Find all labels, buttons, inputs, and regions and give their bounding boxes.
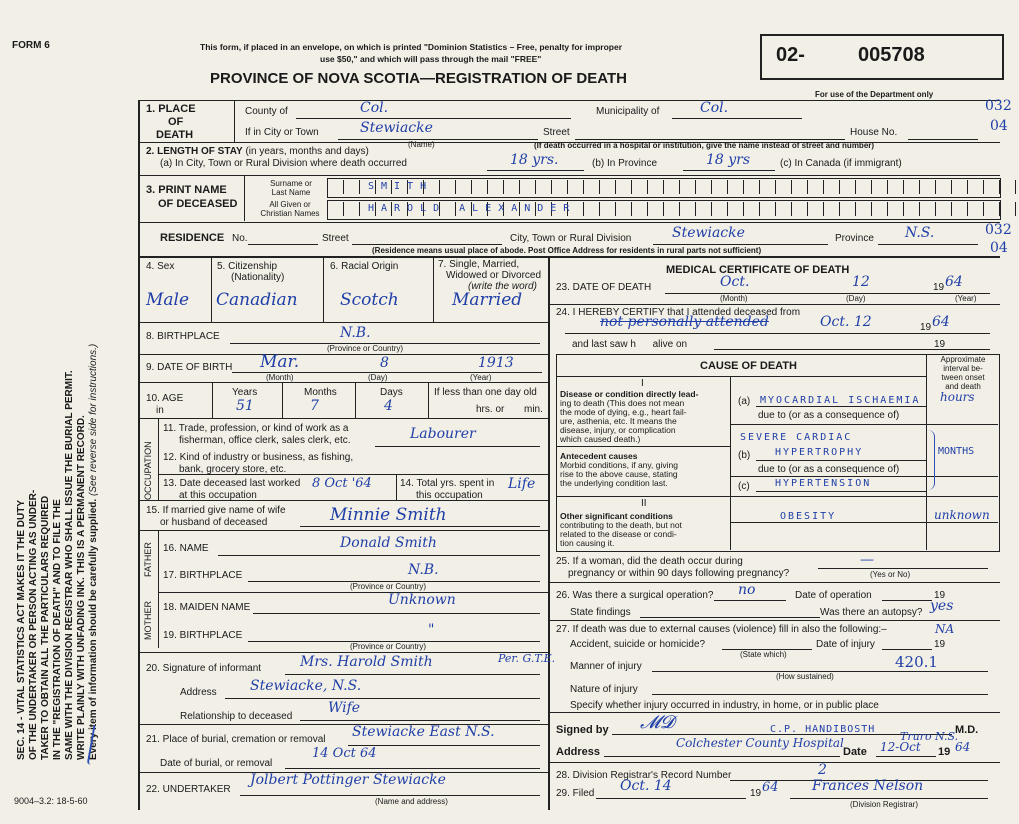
cause-b-label: (b) xyxy=(738,450,751,461)
truro-value: Truro N.S. xyxy=(900,730,959,743)
divider xyxy=(138,322,548,323)
occ-14-value: Life xyxy=(508,476,536,492)
residence-province-label: Province xyxy=(835,233,874,244)
surgery-value: no xyxy=(738,582,756,598)
father-name-line xyxy=(218,555,540,556)
relationship-value: Wife xyxy=(328,700,361,716)
county-line xyxy=(296,118,571,119)
min-label: min. xyxy=(524,404,543,415)
months-label: Months xyxy=(304,387,337,398)
operation-year: 19 xyxy=(934,590,946,601)
citizenship-label: 5. Citizenship (Nationality) xyxy=(217,261,285,283)
mail-notice-2: use $50," and which will pass through the mail "FREE" xyxy=(320,54,542,64)
mother-maiden-line xyxy=(253,613,540,614)
undertaker-hint: (Name and address) xyxy=(375,797,448,806)
mother-label: MOTHER xyxy=(143,601,153,640)
autopsy-value: yes xyxy=(930,598,954,614)
registrar-hint: (Division Registrar) xyxy=(850,800,919,809)
years-label: Years xyxy=(232,387,258,398)
code-04-top: 04 xyxy=(990,118,1008,134)
cause-a-label: (a) xyxy=(738,396,751,407)
cause-c-label: (c) xyxy=(738,481,750,492)
pregnancy-line xyxy=(818,568,988,569)
cause-b-line xyxy=(756,460,926,461)
section-ii-label: II xyxy=(641,498,647,509)
place-of-death-label: 1. PLACE OF DEATH xyxy=(146,103,196,141)
informant-label: 20. Signature of informant xyxy=(146,663,262,674)
stay-b-line xyxy=(683,170,775,171)
external-causes-label: 27. If death was due to external causes (violence) fill in also the following:– xyxy=(556,624,887,635)
form-code: 9004–3.2: 18-5-60 xyxy=(14,796,88,806)
last-saw-year: 19 xyxy=(934,339,946,350)
cause-a-line xyxy=(756,406,926,407)
municipality-line xyxy=(672,118,802,119)
month-hint: (Month) xyxy=(266,373,294,382)
undertaker-line xyxy=(240,795,540,796)
residence-city-line xyxy=(653,244,828,245)
informant-value: Mrs. Harold Smith xyxy=(300,654,433,670)
cause-b-interval: MONTHS xyxy=(938,446,975,457)
stay-a-line xyxy=(487,170,584,171)
divider xyxy=(138,418,548,419)
birthplace-label: 8. BIRTHPLACE xyxy=(146,331,220,342)
marital-label: 7. Single, Married, Widowed or Divorced (write the word) xyxy=(438,259,542,292)
specify-label: Specify whether injury occurred in industry, in home, or in public place xyxy=(570,700,879,711)
due-to-a: due to (or as a consequence of) xyxy=(758,410,900,421)
house-line xyxy=(908,139,978,140)
age-years-value: 51 xyxy=(236,398,254,414)
signature-scribble: 𝓜𝓓 xyxy=(640,712,674,733)
stay-b-label: (b) In Province xyxy=(592,158,658,169)
md-label: M.D. xyxy=(955,724,979,736)
sec14-line-4: IN THE "REGISTRATION OF DEATH" AND TO FILE THE xyxy=(52,499,63,760)
divider xyxy=(548,620,1000,621)
sec14-line-5: SAME WITH THE DIVISION REGISTRAR WHO SHALL ISSUE THE BURIAL PERMIT. xyxy=(64,370,75,760)
hospital-note: (If death occurred in a hospital or institution, give the name instead of street and number) xyxy=(534,141,875,150)
date-label: Date xyxy=(843,746,867,758)
address-label: Address xyxy=(556,746,601,758)
name-hint: (Name) xyxy=(408,140,435,149)
other-condition-value: OBESITY xyxy=(780,511,837,522)
father-prov-hint: (Province or Country) xyxy=(350,582,427,591)
other-condition-interval: unknown xyxy=(934,508,990,522)
death-year-hint: (Year) xyxy=(955,294,977,303)
cause-title: CAUSE OF DEATH xyxy=(700,360,797,372)
findings-label: State findings xyxy=(570,607,631,618)
injury-date-label: Date of injury xyxy=(816,639,875,650)
informant-address-value: Stewiacke, N.S. xyxy=(250,678,362,694)
divider xyxy=(730,476,998,477)
residence-no-line xyxy=(248,244,318,245)
certify-label: 24. I HEREBY CERTIFY that I attended deceased from xyxy=(556,307,801,318)
disease-description: Disease or condition directly lead- ing to death (This does not mean the mode of dying, e.g., heart fail- ure, asthenia, etc. It means the disease, injury, or complication which caused death.) xyxy=(560,389,699,444)
main-frame-left xyxy=(138,100,140,810)
divider xyxy=(234,100,235,142)
cause-divider xyxy=(730,376,731,550)
relationship-line xyxy=(300,720,540,721)
divider xyxy=(158,592,548,593)
burial-date-value: 14 Oct 64 xyxy=(312,746,377,761)
operation-date-label: Date of operation xyxy=(795,590,872,601)
spouse-value: Minnie Smith xyxy=(330,505,447,525)
given-names-label: All Given or Christian Names xyxy=(260,200,320,218)
street-line xyxy=(575,139,845,140)
mail-notice-1: This form, if placed in an envelope, on which is printed "Dominion Statistics – Free, penalty for improper xyxy=(200,42,623,52)
divider xyxy=(730,424,998,425)
divider xyxy=(556,376,926,377)
attended-year-value: 64 xyxy=(932,314,950,330)
occ-11-line xyxy=(375,446,540,447)
divider xyxy=(548,582,1000,583)
sec14-line-6: WRITE PLAINLY WITH UNFADING INK. THIS IS A PERMANENT RECORD. xyxy=(76,415,87,760)
residence-label: RESIDENCE xyxy=(160,232,225,244)
sidebar-instructions xyxy=(16,40,100,760)
divider xyxy=(138,652,548,653)
street-label: Street xyxy=(543,127,570,138)
code-032-top: 032 xyxy=(985,98,1012,114)
divider xyxy=(548,762,1000,763)
informant-stamp: Per. G.T.E. xyxy=(498,652,556,665)
sec14-line-1: SEC. 14 - VITAL STATISTICS ACT MAKES IT THE DUTY xyxy=(16,499,27,760)
filed-year-prefix: 19 xyxy=(750,788,762,799)
code-04-residence: 04 xyxy=(990,240,1008,256)
residence-province-line xyxy=(878,244,978,245)
divider xyxy=(212,382,213,418)
city-town-label: If in City or Town xyxy=(245,127,319,138)
pregnancy-label: 25. If a woman, did the death occur during pregnancy or within 90 days following pregnancy? xyxy=(556,556,790,579)
age-label: 10. AGE in xyxy=(146,393,184,416)
residence-city-label: City, Town or Rural Division xyxy=(510,233,632,244)
section-i-label: I xyxy=(641,378,644,389)
date-year-value: 64 xyxy=(955,740,971,754)
age-months-value: 7 xyxy=(310,398,319,414)
registration-number: 005708 xyxy=(858,44,925,66)
date-value: 12-Oct xyxy=(880,740,921,754)
interval-divider xyxy=(926,354,927,550)
date-of-death-label: 23. DATE OF DEATH xyxy=(556,282,652,293)
attended-year-prefix: 19 xyxy=(920,322,932,333)
column-divider xyxy=(548,256,550,810)
birthplace-value: N.B. xyxy=(340,325,371,341)
divider xyxy=(355,382,356,418)
yes-no-hint: (Yes or No) xyxy=(870,570,911,579)
divider xyxy=(428,382,429,418)
sex-label: 4. Sex xyxy=(146,261,175,272)
filed-year-value: 64 xyxy=(762,780,779,795)
residence-street-line xyxy=(352,244,502,245)
spouse-label: 15. If married give name of wife or husband of deceased xyxy=(146,505,286,528)
code-032-residence: 032 xyxy=(985,222,1012,238)
divider xyxy=(158,530,159,648)
accident-label: Accident, suicide or homicide? xyxy=(570,639,706,650)
undertaker-label: 22. UNDERTAKER xyxy=(146,784,231,795)
last-saw-line xyxy=(714,349,990,350)
filed-value: Oct. 14 xyxy=(620,778,672,794)
informant-line xyxy=(285,674,540,675)
occ-13-value: 8 Oct '64 xyxy=(312,476,372,491)
death-day-value: 12 xyxy=(852,274,870,290)
address-line xyxy=(604,756,840,757)
days-label: Days xyxy=(380,387,403,398)
cause-b-value: HYPERTROPHY xyxy=(775,447,864,458)
state-which-hint: (State which) xyxy=(740,650,787,659)
form-number: FORM 6 xyxy=(12,40,50,51)
municipality-value: Col. xyxy=(700,100,729,116)
occ-11-value: Labourer xyxy=(410,426,476,442)
residence-note: (Residence means usual place of abode. Post Office Address for residents in rural parts not sufficient) xyxy=(372,246,762,255)
year-hint: (Year) xyxy=(470,373,492,382)
external-causes-value: NA xyxy=(935,622,955,636)
father-birthplace-label: 17. BIRTHPLACE xyxy=(163,570,243,581)
signed-by-value: C.P. HANDIBOSTH xyxy=(770,724,876,735)
surgery-line xyxy=(714,600,786,601)
undertaker-value: Jolbert Pottinger Stewiacke xyxy=(250,772,446,788)
surgery-label: 26. Was there a surgical operation? xyxy=(556,590,714,601)
age-days-value: 4 xyxy=(384,398,393,414)
mother-maiden-label: 18. MAIDEN NAME xyxy=(163,602,251,613)
dob-label: 9. DATE OF BIRTH xyxy=(146,362,233,373)
form-title: PROVINCE OF NOVA SCOTIA—REGISTRATION OF DEATH xyxy=(210,70,627,87)
date-line xyxy=(876,756,936,757)
province-country-hint: (Province or Country) xyxy=(327,344,404,353)
findings-line xyxy=(640,617,820,618)
less-than-day-label: If less than one day old xyxy=(434,387,537,398)
divider xyxy=(138,256,1000,258)
divider xyxy=(323,256,324,322)
divider xyxy=(138,530,548,531)
divider xyxy=(138,175,1000,176)
sex-value: Male xyxy=(146,290,190,310)
father-name-label: 16. NAME xyxy=(163,543,209,554)
certify-line xyxy=(565,333,990,334)
residence-street-label: Street xyxy=(322,233,349,244)
father-name-value: Donald Smith xyxy=(340,535,437,551)
print-name-label: 3. PRINT NAME OF DECEASED xyxy=(146,184,238,210)
municipality-label: Municipality of xyxy=(596,106,660,117)
stay-a-value: 18 yrs. xyxy=(510,152,559,168)
surname-value: SMITH xyxy=(368,181,434,192)
occ-14-label: 14. Total yrs. spent in this occupation xyxy=(400,478,495,501)
date-of-death-line xyxy=(665,293,990,294)
county-label: County of xyxy=(245,106,288,117)
interval-brace xyxy=(928,430,935,490)
medical-title: MEDICAL CERTIFICATE OF DEATH xyxy=(666,264,850,276)
burial-place-label: 21. Place of burial, cremation or removal xyxy=(146,734,326,745)
death-day-hint: (Day) xyxy=(846,294,866,303)
citizenship-value: Canadian xyxy=(216,290,298,310)
divider xyxy=(396,474,397,500)
given-names-value: HAROLD ALEXANDER xyxy=(368,203,577,214)
every-item-note: Every item of information should be carefully supplied. (See reverse side for instructions.) xyxy=(88,343,99,760)
divider xyxy=(138,222,1000,223)
filed-label: 29. Filed xyxy=(556,788,595,799)
stay-a-label: (a) In City, Town or Rural Division where death occurred xyxy=(160,158,407,169)
burial-date-label: Date of burial, or removal xyxy=(160,758,273,769)
relationship-label: Relationship to deceased xyxy=(180,711,293,722)
how-sustained-hint: (How sustained) xyxy=(776,672,834,681)
interval-label: Approximate interval be- tween onset and death xyxy=(940,355,986,391)
mother-birthplace-value: " xyxy=(428,622,435,638)
informant-address-line xyxy=(225,698,540,699)
hrs-label: hrs. or xyxy=(476,404,505,415)
burial-place-line xyxy=(348,745,540,746)
death-year-value: 64 xyxy=(945,274,963,290)
registrar-line xyxy=(790,798,988,799)
manner-label: Manner of injury xyxy=(570,661,642,672)
divider xyxy=(433,256,434,322)
length-of-stay-label: 2. LENGTH OF STAY (in years, months and days) xyxy=(146,146,369,157)
frame-top xyxy=(138,100,1000,101)
injury-year: 19 xyxy=(934,639,946,650)
dob-day-value: 8 xyxy=(380,355,389,371)
address-value: Colchester County Hospital xyxy=(676,736,844,750)
racial-origin-label: 6. Racial Origin xyxy=(330,261,399,272)
marital-value: Married xyxy=(452,290,523,310)
last-saw-label: and last saw h alive on xyxy=(572,339,688,350)
cause-a-value: MYOCARDIAL ISCHAEMIA xyxy=(760,395,921,406)
sec14-line-3: TAKER TO OBTAIN ALL THE PARTICULARS REQUIRED xyxy=(40,495,51,760)
father-birthplace-value: N.B. xyxy=(408,562,439,578)
stay-c-label: (c) In Canada (if immigrant) xyxy=(780,158,902,169)
residence-no-label: No. xyxy=(232,233,248,244)
divider xyxy=(548,304,1000,305)
nature-label: Nature of injury xyxy=(570,684,638,695)
cause-c-value: HYPERTENSION xyxy=(775,478,872,489)
registration-number-box xyxy=(760,34,1004,80)
code-value: 420.1 xyxy=(895,653,938,671)
sec14-line-2: OF THE UNDERTAKER OR PERSON ACTING AS UNDER- xyxy=(28,489,39,760)
mother-prov-hint: (Province or Country) xyxy=(350,642,427,651)
due-to-b: due to (or as a consequence of) xyxy=(758,464,900,475)
cause-a-interval: hours xyxy=(940,390,975,404)
dob-month-value: Mar. xyxy=(260,352,300,372)
divider xyxy=(556,496,998,497)
record-number-value: 2 xyxy=(818,762,827,778)
mother-birthplace-label: 19. BIRTHPLACE xyxy=(163,630,243,641)
divider xyxy=(211,256,212,322)
divider xyxy=(158,418,159,500)
dob-year-value: 1913 xyxy=(478,355,514,371)
attended-date: Oct. 12 xyxy=(820,314,872,330)
divider xyxy=(548,712,1000,713)
divider xyxy=(138,500,548,501)
divider xyxy=(556,446,730,447)
informant-address-label: Address xyxy=(180,687,217,698)
registrar-value: Frances Nelson xyxy=(812,778,924,794)
divider xyxy=(138,382,548,383)
residence-city-value: Stewiacke xyxy=(672,225,745,241)
burial-date-line xyxy=(285,768,540,769)
divider xyxy=(730,522,998,523)
signed-by-label: Signed by xyxy=(556,724,609,736)
occupation-label: OCCUPATION xyxy=(143,441,153,500)
antecedent-description: Antecedent causes Morbid conditions, if any, giving rise to the above cause, stating the underlying condition last. xyxy=(560,451,678,488)
other-conditions-description: Other significant conditions contributing to the death, but not related to the disease or condi- tion causing it. xyxy=(560,511,682,548)
department-use-label: For use of the Department only xyxy=(815,90,934,99)
death-year-prefix: 19 xyxy=(933,282,945,293)
divider xyxy=(158,474,548,475)
occ-11-label: 11. Trade, profession, or kind of work as a fisherman, office clerk, sales clerk, etc. xyxy=(163,423,351,446)
attended-value: not personally attended xyxy=(600,314,769,330)
pregnancy-value: — xyxy=(860,552,874,568)
death-month-value: Oct. xyxy=(720,274,750,290)
divider xyxy=(282,382,283,418)
registration-prefix: 02- xyxy=(776,44,805,66)
day-hint: (Day) xyxy=(368,373,388,382)
racial-origin-value: Scotch xyxy=(340,290,399,310)
occ-12-label: 12. Kind of industry or business, as fishing, bank, grocery store, etc. xyxy=(163,452,354,475)
divider xyxy=(244,175,245,221)
divider xyxy=(138,142,1000,143)
injury-date-line xyxy=(882,649,932,650)
city-value: Stewiacke xyxy=(360,120,433,136)
surname-label: Surname or Last Name xyxy=(270,179,312,197)
mother-maiden-value: Unknown xyxy=(388,592,456,608)
date-year-prefix: 19 xyxy=(938,746,951,758)
house-no-label: House No. xyxy=(850,127,898,138)
city-line xyxy=(338,139,538,140)
father-label: FATHER xyxy=(143,542,153,577)
filed-line xyxy=(596,798,746,799)
nature-line xyxy=(652,694,988,695)
operation-date-line xyxy=(882,600,932,601)
burial-place-value: Stewiacke East N.S. xyxy=(352,724,495,740)
cause-c-line xyxy=(756,491,926,492)
spouse-line xyxy=(300,526,540,527)
autopsy-label: Was there an autopsy? xyxy=(820,607,923,618)
residence-province-value: N.S. xyxy=(905,225,935,241)
death-month-hint: (Month) xyxy=(720,294,748,303)
occ-13-label: 13. Date deceased last worked at this occupation xyxy=(163,478,301,501)
stay-b-value: 18 yrs xyxy=(706,152,751,168)
record-number-label: 28. Division Registrar's Record Number xyxy=(556,770,732,781)
cause-b-prefix: SEVERE CARDIAC xyxy=(740,432,853,443)
county-value: Col. xyxy=(360,100,389,116)
